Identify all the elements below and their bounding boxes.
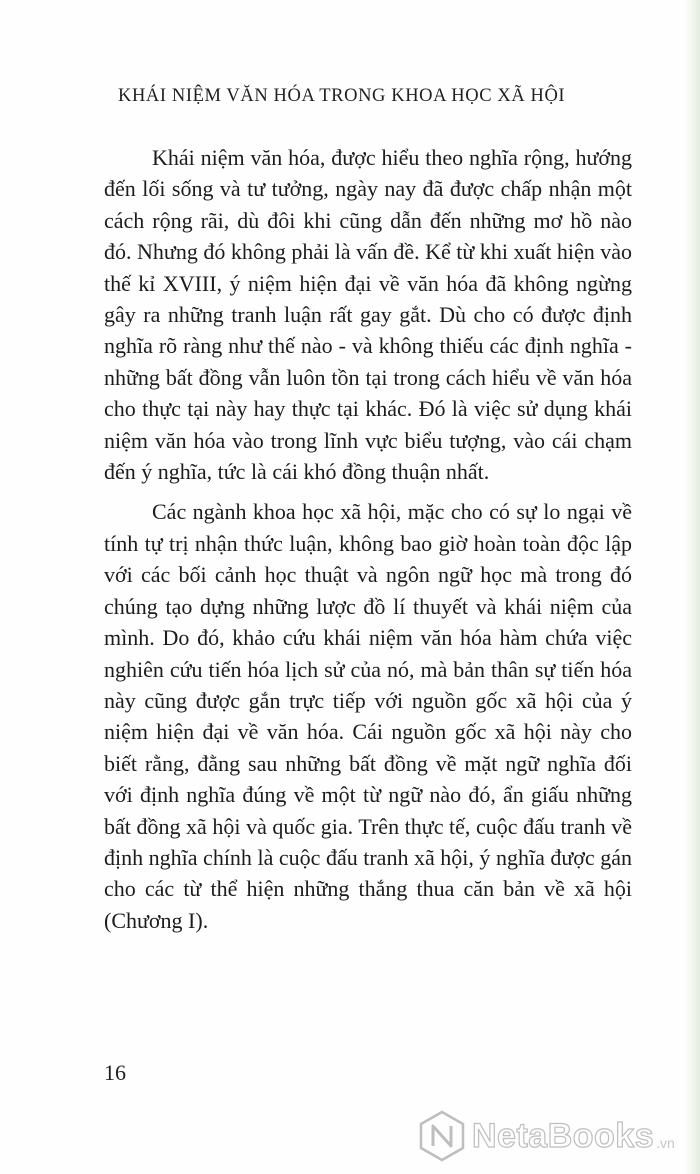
page-number: 16 bbox=[104, 1060, 126, 1085]
page-edge-shadow bbox=[686, 0, 700, 1174]
watermark-brand: NetaBooks bbox=[472, 1116, 655, 1155]
paragraph-2: Các ngành khoa học xã hội, mặc cho có sự lo ngại về tính tự trị nhận thức luận, không bao giờ hoàn toàn độc lập với các bối cảnh học thuật và ngôn ngữ học mà trong đó chúng tạo dựng những lược đồ lí thuyết và khái niệm của mình. Do đó, khảo cứu khái niệm văn hóa hàm chứa việc nghiên cứu tiến hóa lịch sử của nó, mà bản thân sự tiến hóa này cũng được gắn trực tiếp với nguồn gốc xã hội của ý niệm hiện đại về văn hóa. Cái nguồn gốc xã hội này cho biết rằng, đằng sau những bất đồng về mặt ngữ nghĩa đối với định nghĩa đúng về một từ ngữ nào đó, ẩn giấu những bất đồng xã hội và quốc gia. Trên thực tế, cuộc đấu tranh về định nghĩa chính là cuộc đấu tranh xã hội, ý nghĩa được gán cho các từ thể hiện những thắng thua căn bản về xã hội (Chương I). bbox=[104, 499, 632, 933]
paragraph-1: Khái niệm văn hóa, được hiểu theo nghĩa rộng, hướng đến lối sống và tư tưởng, ngày nay đã được chấp nhận một cách rộng rãi, dù đôi khi cũng dẫn đến những mơ hồ nào đó. Nhưng đó không phải là vấn đề. Kể từ khi xuất hiện vào thế kỉ XVIII, ý niệm hiện đại về văn hóa đã không ngừng gây ra những tranh luận rất gay gắt. Dù cho có được định nghĩa rõ ràng như thế nào - và không thiếu các định nghĩa - những bất đồng vẫn luôn tồn tại trong cách hiểu về văn hóa cho thực tại này hay thực tại khác. Đó là việc sử dụng khái niệm văn hóa vào trong lĩnh vực biểu tượng, vào cái chạm đến ý nghĩa, tức là cái khó đồng thuận nhất. bbox=[104, 145, 632, 485]
body-text bbox=[104, 142, 632, 936]
netabooks-watermark bbox=[418, 1108, 675, 1164]
running-head-title: KHÁI NIỆM VĂN HÓA TRONG KHOA HỌC XÃ HỘI bbox=[118, 86, 566, 106]
netabooks-logo-icon bbox=[418, 1110, 466, 1162]
watermark-suffix: .vn bbox=[656, 1135, 675, 1151]
